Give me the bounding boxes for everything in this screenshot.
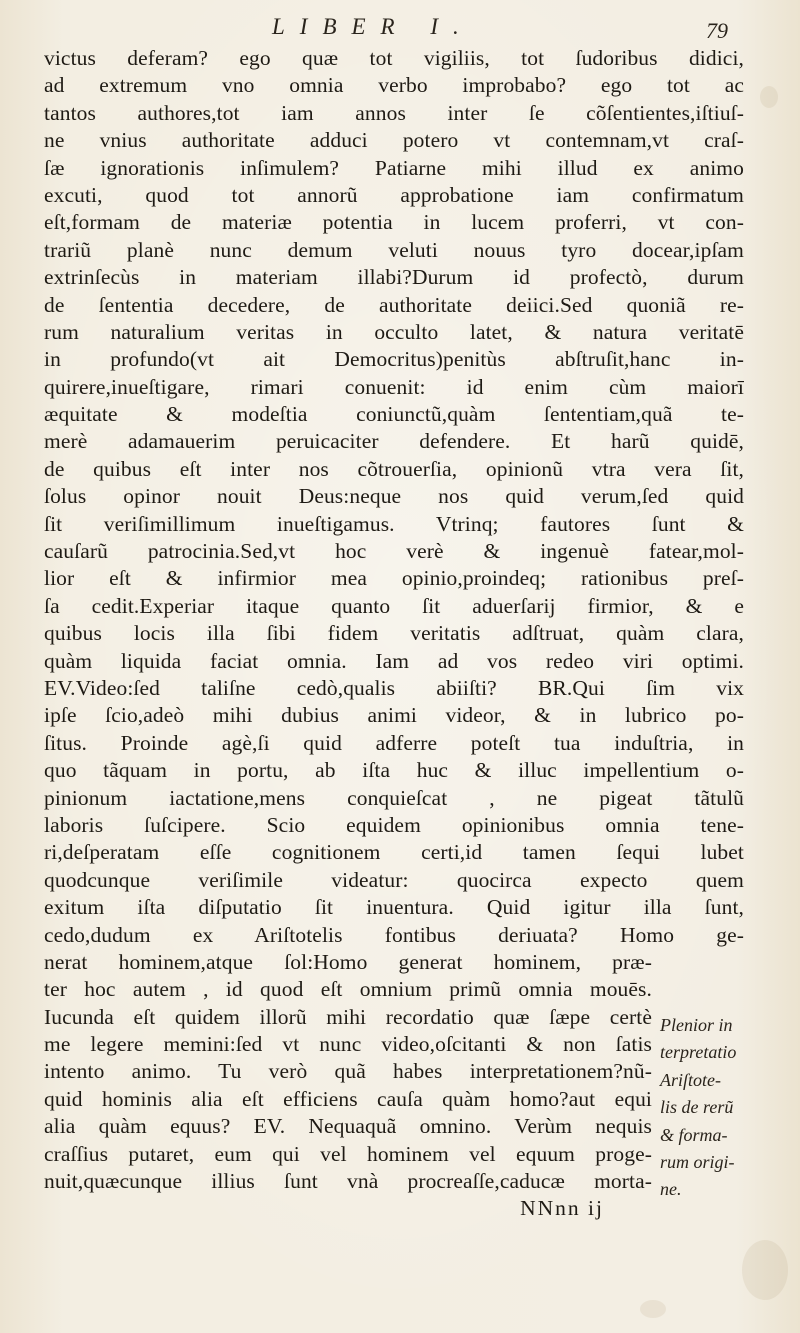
margin-note-line: Plenior in — [660, 1015, 733, 1035]
margin-note-line: terpretatio — [660, 1042, 737, 1063]
text-line: extrinſecùs in materiam illabi?Durum id profectò, durum — [44, 265, 744, 290]
margin-note-line: ne. — [660, 1179, 682, 1200]
text-line: rum naturalium veritas in occulto latet, & natura veritatē — [44, 319, 744, 344]
main-text — [44, 45, 744, 1223]
text-line: ſa cedit.Experiar itaque quanto ſit aduerſarij firmior, & e — [44, 593, 744, 618]
text-line: ad extremum vno omnia verbo improbabo? ego tot ac — [44, 73, 744, 98]
paper-stain — [640, 1300, 666, 1318]
text-line: EV.Video:ſed taliſne cedò,qualis abiiſti? BR.Qui ſim vix — [44, 675, 744, 700]
margin-note-line: lis de rerũ — [660, 1097, 734, 1118]
text-line: de ſententia decedere, de authoritate deiici.Sed quoniã re- — [44, 292, 744, 317]
text-line: ter hoc autem , id quod eſt omnium primũ omnia mouēs. — [44, 977, 652, 1002]
text-line: victus deferam? ego quæ tot vigiliis, tot ſudoribus didici, — [44, 46, 744, 70]
text-line: quirere,inueſtigare, rimari conuenit: id enim cùm maiorī — [44, 374, 744, 399]
page-header — [0, 12, 800, 48]
paper-stain — [760, 86, 778, 108]
text-line: craſſius putaret, eum qui vel hominem vel equum proge- — [44, 1141, 652, 1166]
text-line: Iucunda eſt quidem illorũ mihi recordatio quæ ſæpe certè — [44, 1004, 652, 1029]
text-line: lior eſt & infirmior mea opinio,proindeq; rationibus preſ- — [44, 566, 744, 591]
text-line: ſit veriſimillimum inueſtigamus. Vtrinq; fautores ſunt & — [44, 511, 744, 536]
catchword: NNnn ij — [520, 1196, 604, 1221]
text-line: excuti, quod tot annorũ approbatione iam confirmatum — [44, 182, 744, 207]
text-line: in profundo(vt ait Democritus)penitùs abſtruſit,hanc in- — [44, 347, 744, 372]
page-number: 79 — [706, 18, 728, 43]
margin-note-line: Ariſtote- — [660, 1069, 721, 1090]
text-line: intento animo. Tu verò quã habes interpretationem?nũ- — [44, 1059, 652, 1084]
text-line: pinionum iactatione,mens conquieſcat , ne pigeat tãtulũ — [44, 785, 744, 810]
text-line: cedo,dudum ex Ariſtotelis fontibus deriuata? Homo ge- — [44, 922, 744, 947]
margin-note-line: rum origi- — [660, 1151, 735, 1172]
margin-note-line: & forma- — [660, 1124, 728, 1145]
text-line: ri,deſperatam eſſe cognitionem certi,id tamen ſequi lubet — [44, 840, 744, 865]
text-line: trariũ planè nunc demum veluti nouus tyro docear,ipſam — [44, 237, 744, 262]
text-line: ſæ ignorationis inſimulem? Patiarne mihi illud ex animo — [44, 155, 744, 180]
text-line: quodcunque veriſimile videatur: quocirca expecto quem — [44, 867, 744, 892]
text-line: de quibus eſt inter nos cõtrouerſia, opinionũ vtra vera ſit, — [44, 456, 744, 481]
text-line: laboris ſuſcipere. Scio equidem opinionibus omnia tene- — [44, 812, 744, 837]
marginal-note — [660, 1012, 800, 1204]
text-line: ipſe ſcio,adeò mihi dubius animi videor, & in lubrico po- — [44, 703, 744, 728]
text-line: cauſarũ patrocinia.Sed,vt hoc verè & ingenuè fatear,mol- — [44, 539, 744, 564]
text-line: me legere memini:ſed vt nunc video,oſcitanti & non ſatis — [44, 1032, 652, 1057]
paper-stain — [742, 1240, 788, 1300]
text-line: nerat hominem,atque ſol:Homo generat hominem, præ- — [44, 949, 652, 974]
text-line: quàm liquida faciat omnia. Iam ad vos redeo viri optimi. — [44, 648, 744, 673]
running-head: LIBER I. — [272, 14, 474, 39]
text-line: merè adamauerim peruicaciter defendere. Et harũ quidē, — [44, 429, 744, 454]
text-line: ne vnius authoritate adduci potero vt contemnam,vt craſ- — [44, 128, 744, 153]
text-line: ſitus. Proinde agè,ſi quid adferre poteſt tua induſtria, in — [44, 730, 744, 755]
text-line: exitum iſta diſputatio ſit inuentura. Quid igitur illa ſunt, — [44, 895, 744, 920]
text-line: alia quàm equus? EV. Nequaquã omnino. Verùm nequis — [44, 1114, 652, 1139]
text-line: quo tãquam in portu, ab iſta huc & illuc impellentium o- — [44, 758, 744, 783]
text-line: eſt,formam de materiæ potentia in lucem proferri, vt con- — [44, 210, 744, 235]
text-line: tantos authores,tot iam annos inter ſe cõſentientes,iſtiuſ- — [44, 100, 744, 125]
text-line: quibus locis illa ſibi fidem veritatis adſtruat, quàm clara, — [44, 621, 744, 646]
text-line: æquitate & modeſtia coniunctũ,quàm ſententiam,quã te- — [44, 402, 744, 427]
text-line: ſolus opinor nouit Deus:neque nos quid verum,ſed quid — [44, 484, 744, 509]
text-line: nuit,quæcunque illius ſunt vnà procreaſſe,caducæ morta- — [44, 1169, 652, 1194]
text-line: quid hominis alia eſt efficiens cauſa quàm homo?aut equi — [44, 1086, 652, 1111]
